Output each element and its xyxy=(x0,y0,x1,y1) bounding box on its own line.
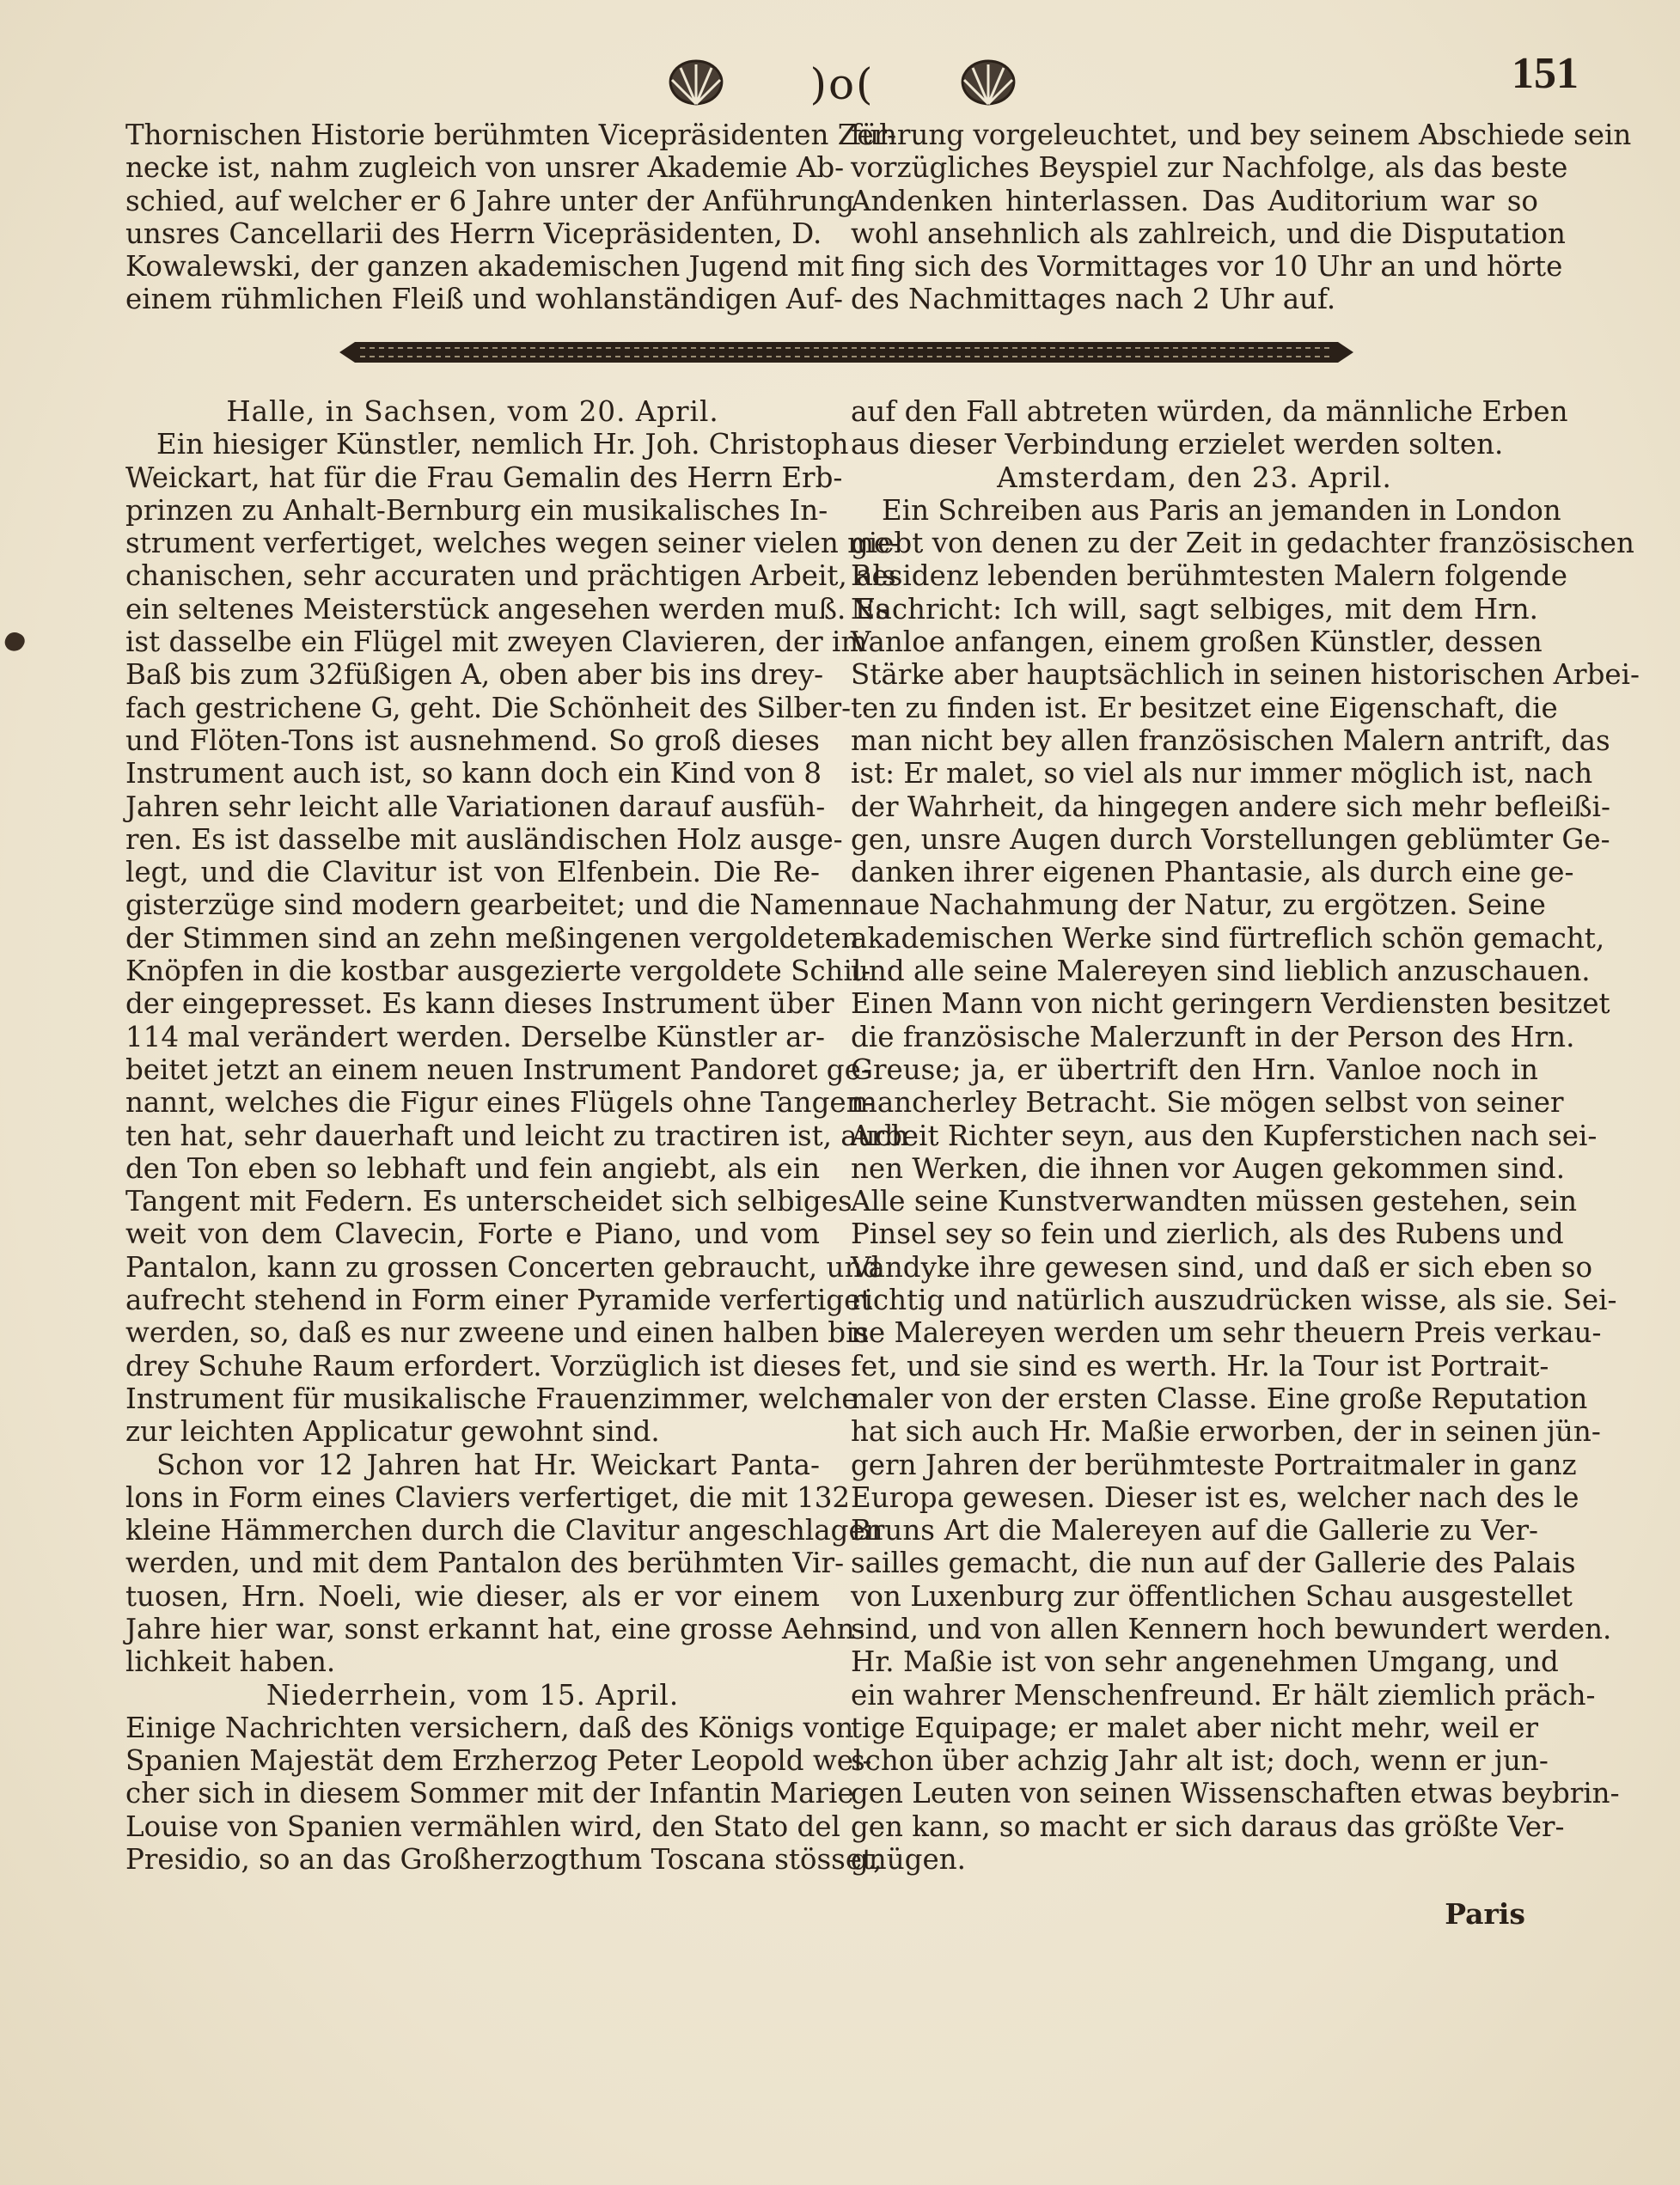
text-line: kleine Hämmerchen durch die Clavitur angeschlagen xyxy=(125,1514,883,1547)
text-line: richtig und natürlich auszudrücken wisse, als sie. Sei- xyxy=(851,1284,1617,1317)
text-line: tuosen, Hrn. Noeli, wie dieser, als er vor einem xyxy=(125,1579,820,1613)
text-line: Vandyke ihre gewesen sind, und daß er sich eben so xyxy=(851,1250,1593,1284)
text-line: Arbeit Richter seyn, aus den Kupferstichen nach sei- xyxy=(851,1119,1598,1152)
text-line: Tangent mit Federn. Es unterscheidet sich selbiges xyxy=(125,1185,852,1218)
text-line: Schon vor 12 Jahren hat Hr. Weickart Panta- xyxy=(156,1448,820,1481)
text-line: Bruns Art die Malereyen auf die Gallerie zu Ver- xyxy=(851,1514,1538,1547)
catchword: Paris xyxy=(1445,1897,1525,1931)
text-line: Weickart, hat für die Frau Gemalin des Herrn Erb- xyxy=(125,461,843,494)
text-line: Louise von Spanien vermählen wird, den Stato del xyxy=(125,1810,840,1843)
text-line: sailles gemacht, die nun auf der Gallerie des Palais xyxy=(851,1547,1576,1580)
decorative-rule xyxy=(339,337,1353,368)
text-line: ne Malereyen werden um sehr theuern Preis verkau- xyxy=(851,1316,1602,1350)
text-line: die französische Malerzunft in der Person des Hrn. xyxy=(851,1020,1575,1053)
text-line: von Luxenburg zur öffentlichen Schau ausgestellet xyxy=(851,1579,1573,1613)
text-line: chanischen, sehr accuraten und prächtigen Arbeit, als xyxy=(125,559,896,593)
text-line: der Stimmen sind an zehn meßingenen vergoldeten xyxy=(125,921,859,955)
section-heading-halle: Halle, in Sachsen, vom 20. April. xyxy=(226,395,719,428)
text-line: fet, und sie sind es werth. Hr. la Tour ist Portrait- xyxy=(851,1349,1549,1382)
text-line: fing sich des Vormittages vor 10 Uhr an und hörte xyxy=(851,250,1563,284)
text-line: der Wahrheit, da hingegen andere sich mehr befleißi- xyxy=(851,790,1610,823)
text-line: Europa gewesen. Dieser ist es, welcher nach des le xyxy=(851,1480,1579,1514)
text-line: Presidio, so an das Großherzogthum Toscana stösset, xyxy=(125,1843,883,1877)
text-line: Pantalon, kann zu grossen Concerten gebraucht, und xyxy=(125,1250,881,1284)
page-number: 151 xyxy=(1512,49,1579,98)
text-line: Residenz lebenden berühmtesten Malern folgende xyxy=(851,559,1567,593)
text-line: Ein hiesiger Künstler, nemlich Hr. Joh. Christoph xyxy=(156,428,849,461)
text-line: strument verfertiget, welches wegen seiner vielen me- xyxy=(125,527,901,560)
text-line: Instrument auch ist, so kann doch ein Kind von 8 xyxy=(125,757,822,790)
text-line: ist dasselbe ein Flügel mit zweyen Clavieren, der im xyxy=(125,626,868,659)
text-line: Knöpfen in die kostbar ausgezierte vergoldete Schil- xyxy=(125,955,871,988)
text-line: ten hat, sehr dauerhaft und leicht zu tractiren ist, auch xyxy=(125,1119,909,1152)
text-line: Ein Schreiben aus Paris an jemanden in London xyxy=(882,493,1561,527)
text-line: gen Leuten von seinen Wissenschaften etwas beybrin- xyxy=(851,1777,1620,1810)
text-line: Jahre hier war, sonst erkannt hat, eine grosse Aehn- xyxy=(125,1612,864,1645)
text-line: man nicht bey allen französischen Malern antrift, das xyxy=(851,723,1610,757)
text-line: mancherley Betracht. Sie mögen selbst von seiner xyxy=(851,1086,1564,1120)
text-line: und Flöten-Tons ist ausnehmend. So groß dieses xyxy=(125,723,820,757)
text-line: ten zu finden ist. Er besitzet eine Eigenschaft, die xyxy=(851,691,1558,724)
text-line: schied, auf welcher er 6 Jahre unter der Anführung xyxy=(125,184,855,217)
text-line: fach gestrichene G, geht. Die Schönheit des Silber- xyxy=(125,691,852,724)
text-line: Vanloe anfangen, einem großen Künstler, dessen xyxy=(851,626,1543,659)
text-line: Kowalewski, der ganzen akademischen Jugend mit xyxy=(125,250,845,284)
text-line: weit von dem Clavecin, Forte e Piano, und vom xyxy=(125,1218,820,1251)
text-line: sind, und von allen Kennern hoch bewundert werden. xyxy=(851,1612,1612,1645)
text-line: Einige Nachrichten versichern, daß des Königs von xyxy=(125,1711,854,1744)
text-line: Jahren sehr leicht alle Variationen darauf ausfüh- xyxy=(125,790,826,823)
text-line: lichkeit haben. xyxy=(125,1645,336,1679)
shell-ornament-left-icon xyxy=(662,56,730,113)
text-line: werden, und mit dem Pantalon des berühmten Vir- xyxy=(125,1547,845,1580)
text-line: aufrecht stehend in Form einer Pyramide verfertiget xyxy=(125,1284,872,1317)
text-line: führung vorgeleuchtet, und bey seinem Abschiede sein xyxy=(851,119,1632,151)
text-line: Alle seine Kunstverwandten müssen gestehen, sein xyxy=(851,1185,1578,1218)
header-ornaments xyxy=(662,50,1023,119)
text-line: tige Equipage; er malet aber nicht mehr, weil er xyxy=(851,1711,1538,1744)
text-line: einem rühmlichen Fleiß und wohlanständigen Auf- xyxy=(125,283,844,316)
text-line: ein wahrer Menschenfreund. Er hält ziemlich präch- xyxy=(851,1678,1596,1712)
text-line: maler von der ersten Classe. Eine große Reputation xyxy=(851,1382,1588,1415)
text-line: gisterzüge sind modern gearbeitet; und die Namen xyxy=(125,888,852,922)
text-line: gen kann, so macht er sich daraus das größte Ver- xyxy=(851,1810,1565,1843)
text-line: Einen Mann von nicht geringern Verdiensten besitzet xyxy=(851,987,1610,1021)
text-line: Andenken hinterlassen. Das Auditorium war so xyxy=(851,184,1538,217)
text-line: Baß bis zum 32füßigen A, oben aber bis ins drey- xyxy=(125,658,824,692)
text-line: Instrument für musikalische Frauenzimmer, welche xyxy=(125,1382,858,1415)
text-line: lons in Form eines Claviers verfertiget, die mit 132 xyxy=(125,1480,851,1514)
text-line: 114 mal verändert werden. Derselbe Künstler ar- xyxy=(125,1020,825,1053)
text-line: drey Schuhe Raum erfordert. Vorzüglich ist dieses xyxy=(125,1349,842,1382)
text-line: nen Werken, die ihnen vor Augen gekommen sind. xyxy=(851,1151,1566,1185)
text-line: aus dieser Verbindung erzielet werden solten. xyxy=(851,428,1504,461)
top-left-text xyxy=(125,119,897,316)
text-line: zur leichten Applicatur gewohnt sind. xyxy=(125,1415,660,1449)
text-line: wohl ansehnlich als zahlreich, und die Disputation xyxy=(851,217,1566,250)
text-line: Stärke aber hauptsächlich in seinen historischen Arbei- xyxy=(851,658,1640,692)
text-line: Pinsel sey so fein und zierlich, als des Rubens und xyxy=(851,1218,1564,1251)
text-line: Thornischen Historie berühmten Vicepräsidenten Zer- xyxy=(125,119,897,151)
text-line: naue Nachahmung der Natur, zu ergötzen. Seine xyxy=(851,888,1546,922)
ink-blot xyxy=(2,629,27,654)
text-line: gern Jahren der berühmteste Portraitmaler in ganz xyxy=(851,1448,1577,1481)
section-heading-amsterdam: Amsterdam, den 23. April. xyxy=(997,461,1392,494)
text-line: Greuse; ja, er übertrift den Hrn. Vanloe noch in xyxy=(851,1053,1538,1086)
shell-ornament-right-icon xyxy=(954,56,1023,113)
text-line: ein seltenes Meisterstück angesehen werden muß. Es xyxy=(125,592,890,626)
text-line: ren. Es ist dasselbe mit ausländischen Holz ausge- xyxy=(125,822,843,856)
text-line: akademischen Werke sind fürtreflich schön gemacht, xyxy=(851,921,1605,955)
text-line: necke ist, nahm zugleich von unsrer Akademie Ab- xyxy=(125,151,845,185)
text-line: auf den Fall abtreten würden, da männliche Erben xyxy=(851,395,1568,428)
text-line: Spanien Majestät dem Erzherzog Peter Leopold wel- xyxy=(125,1744,872,1778)
text-line: schon über achzig Jahr alt ist; doch, wenn er jun- xyxy=(851,1744,1549,1778)
text-line: den Ton eben so lebhaft und fein angiebt, als ein xyxy=(125,1151,820,1185)
text-line: danken ihrer eigenen Phantasie, als durch eine ge- xyxy=(851,856,1574,889)
text-line: gnügen. xyxy=(851,1843,966,1877)
text-line: unsres Cancellarii des Herrn Vicepräsidenten, D. xyxy=(125,217,822,250)
text-line: giebt von denen zu der Zeit in gedachter französischen xyxy=(851,527,1634,560)
text-line: Hr. Maßie ist von sehr angenehmen Umgang, und xyxy=(851,1645,1559,1679)
right-column xyxy=(851,395,1640,1877)
text-line: werden, so, daß es nur zweene und einen halben bis xyxy=(125,1316,870,1350)
text-line: nannt, welches die Figur eines Flügels ohne Tangen- xyxy=(125,1086,874,1120)
page-header xyxy=(0,41,1680,119)
text-line: und alle seine Malereyen sind lieblich anzuschauen. xyxy=(851,955,1591,988)
top-right-text xyxy=(851,119,1632,316)
text-line: legt, und die Clavitur ist von Elfenbein. Die Re- xyxy=(125,856,820,889)
section-heading-niederrhein: Niederrhein, vom 15. April. xyxy=(266,1678,680,1712)
text-line: beitet jetzt an einem neuen Instrument Pandoret ge- xyxy=(125,1053,871,1086)
text-line: gen, unsre Augen durch Vorstellungen geblümter Ge- xyxy=(851,822,1610,856)
text-line: des Nachmittages nach 2 Uhr auf. xyxy=(851,283,1336,316)
text-line: cher sich in diesem Sommer mit der Infantin Marie xyxy=(125,1777,854,1810)
text-line: prinzen zu Anhalt-Bernburg ein musikalisches In- xyxy=(125,493,828,527)
header-separator: )o( xyxy=(809,59,875,109)
text-line: Nachricht: Ich will, sagt selbiges, mit dem Hrn. xyxy=(851,592,1538,626)
text-line: hat sich auch Hr. Maßie erworben, der in seinen jün- xyxy=(851,1415,1601,1449)
text-line: vorzügliches Beyspiel zur Nachfolge, als das beste xyxy=(851,151,1568,185)
text-line: ist: Er malet, so viel als nur immer möglich ist, nach xyxy=(851,757,1593,790)
text-line: der eingepresset. Es kann dieses Instrument über xyxy=(125,987,834,1021)
